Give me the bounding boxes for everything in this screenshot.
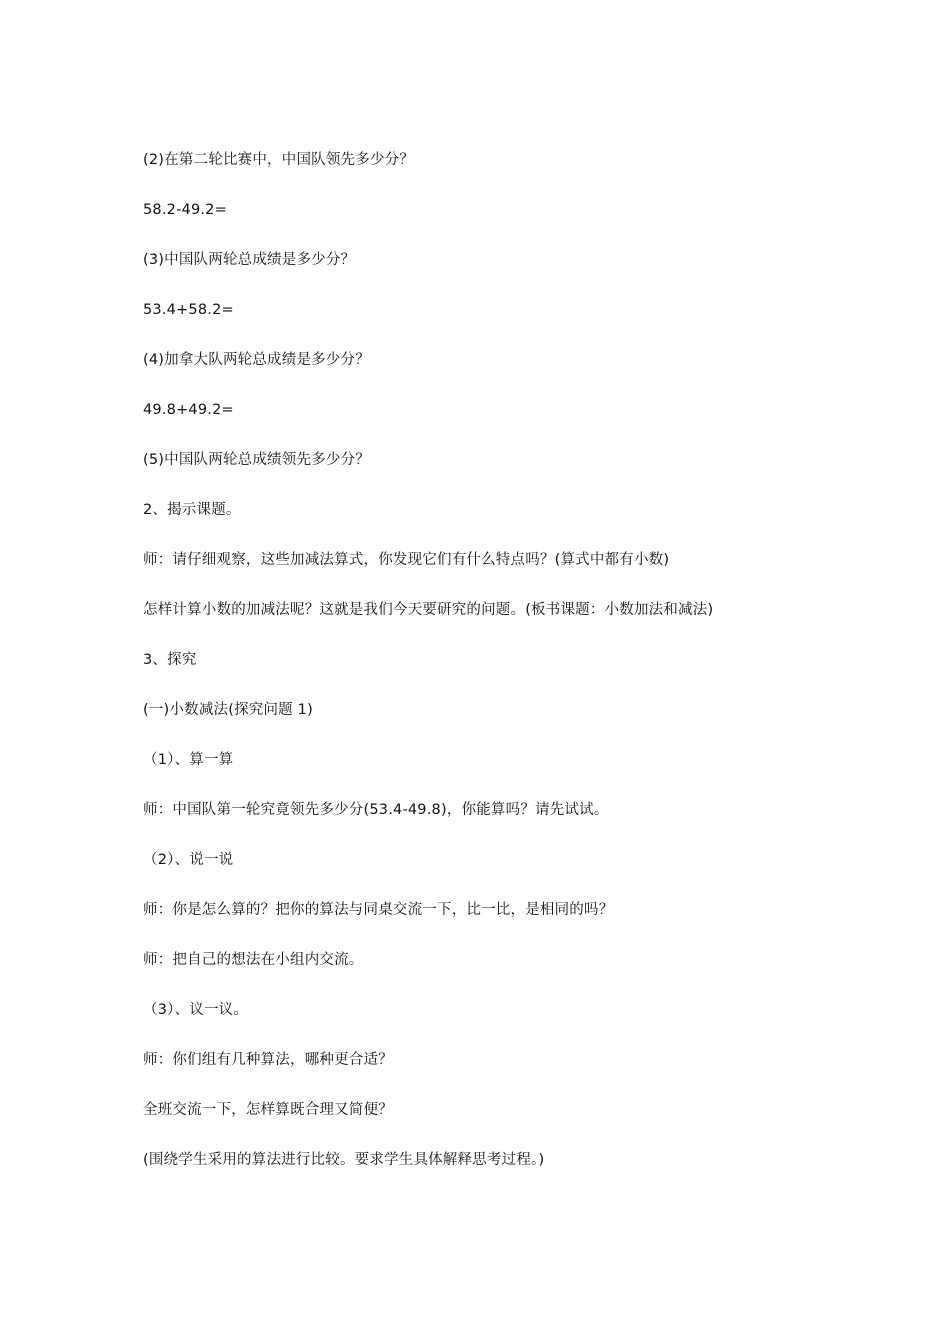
question-2-line: (2)在第二轮比赛中，中国队领先多少分？ bbox=[143, 152, 415, 168]
body-line: 全班交流一下，怎样算既合理又简便？ bbox=[143, 1102, 393, 1118]
question-5-line: (5)中国队两轮总成绩领先多少分？ bbox=[143, 452, 370, 468]
body-line: (围绕学生采用的算法进行比较。要求学生具体解释思考过程。) bbox=[143, 1152, 545, 1168]
equation-line: 58.2-49.2= bbox=[143, 202, 227, 218]
subsection-heading: (一)小数减法(探究问题 1) bbox=[143, 702, 313, 718]
teacher-line: 师：把自己的想法在小组内交流。 bbox=[143, 952, 364, 968]
teacher-line: 师：你们组有几种算法，哪种更合适？ bbox=[143, 1052, 393, 1068]
equation-line: 49.8+49.2= bbox=[143, 402, 234, 418]
question-3-line: (3)中国队两轮总成绩是多少分？ bbox=[143, 252, 356, 268]
step-heading: （1）、算一算 bbox=[143, 752, 234, 768]
teacher-line: 师：中国队第一轮究竟领先多少分(53.4-49.8)，你能算吗？请先试试。 bbox=[143, 802, 609, 818]
body-line: 怎样计算小数的加减法呢？这就是我们今天要研究的问题。(板书课题：小数加法和减法) bbox=[143, 602, 714, 618]
section-heading: 3、探究 bbox=[143, 652, 197, 668]
step-heading: （3）、议一议。 bbox=[143, 1002, 249, 1018]
section-heading: 2、揭示课题。 bbox=[143, 502, 241, 518]
equation-line: 53.4+58.2= bbox=[143, 302, 234, 318]
question-4-line: (4)加拿大队两轮总成绩是多少分？ bbox=[143, 352, 370, 368]
step-heading: （2）、说一说 bbox=[143, 852, 234, 868]
teacher-line: 师：请仔细观察，这些加减法算式，你发现它们有什么特点吗？(算式中都有小数) bbox=[143, 552, 670, 568]
teacher-line: 师：你是怎么算的？把你的算法与同桌交流一下，比一比，是相同的吗？ bbox=[143, 902, 614, 918]
